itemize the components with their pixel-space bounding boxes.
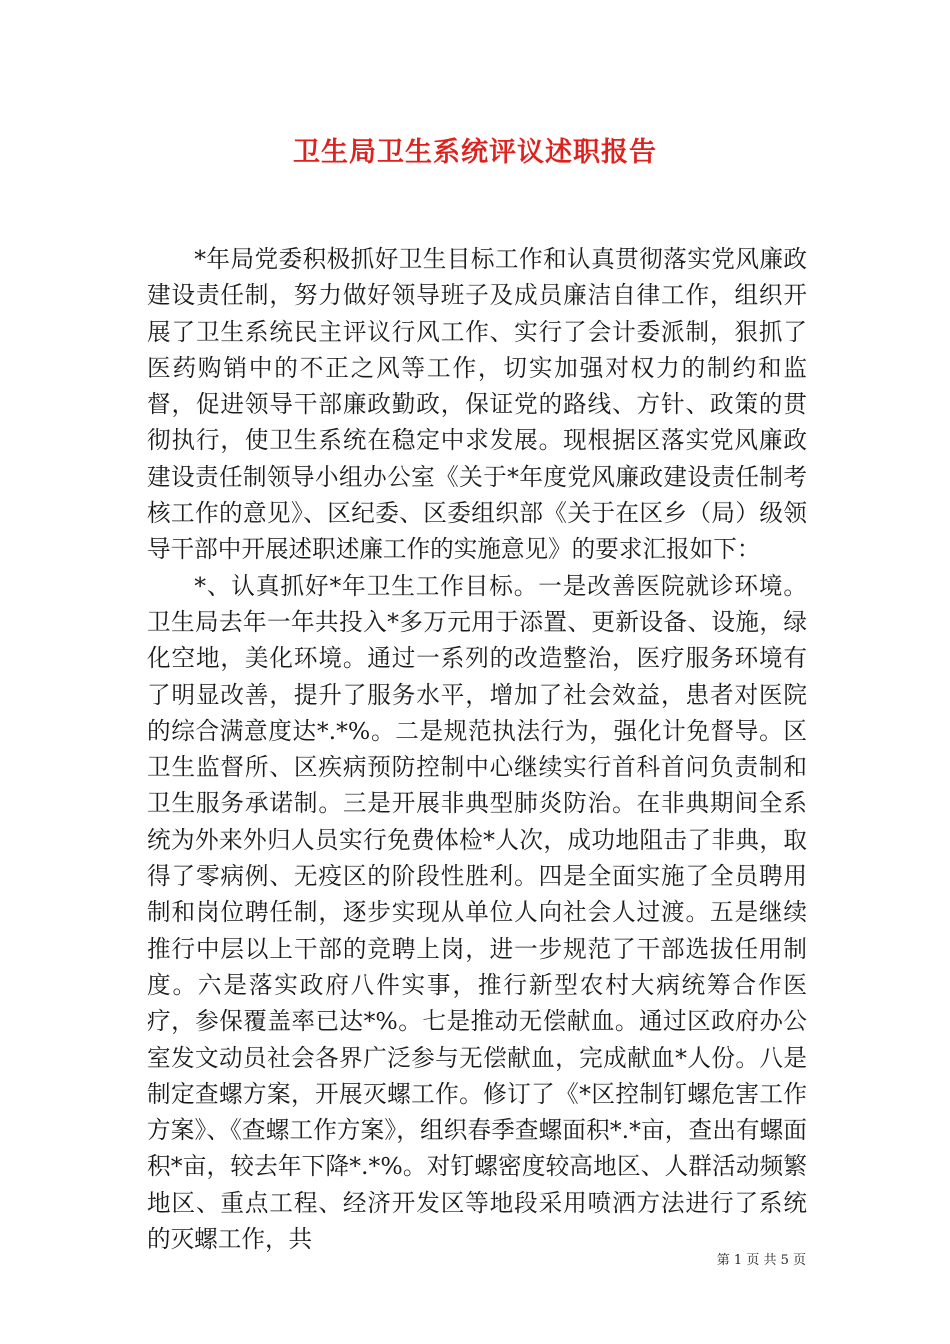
document-body — [147, 241, 807, 1257]
paragraph-intro: *年局党委积极抓好卫生目标工作和认真贯彻落实党风廉政建设责任制，努力做好领导班子及成员廉洁自律工作，组织开展了卫生系统民主评议行风工作、实行了会计委派制，狠抓了医药购销中的不正之风等工作，切实加强对权力的制约和监督，促进领导干部廉政勤政，保证党的路线、方针、政策的贯彻执行，使卫生系统在稳定中求发展。现根据区落实党风廉政建设责任制领导小组办公室《关于*年度党风廉政建设责任制考核工作的意见》、区纪委、区委组织部《关于在区乡（局）级领导干部中开展述职述廉工作的实施意见》的要求汇报如下： — [147, 245, 807, 564]
paragraph-work-goals: *、认真抓好*年卫生工作目标。一是改善医院就诊环境。卫生局去年一年共投入*多万元用于添置、更新设备、设施，绿化空地，美化环境。通过一系列的改造整治，医疗服务环境有了明显改善，提升了服务水平，增加了社会效益，患者对医院的综合满意度达*.*%。二是规范执法行为，强化计免督导。区卫生监督所、区疾病预防控制中心继续实行首科首问负责制和卫生服务承诺制。三是开展非典型肺炎防治。在非典期间全系统为外来外归人员实行免费体检*人次，成功地阻击了非典，取得了零病例、无疫区的阶段性胜利。四是全面实施了全员聘用制和岗位聘任制，逐步实现从单位人向社会人过渡。五是继续推行中层以上干部的竞聘上岗，进一步规范了干部选拔任用制度。六是落实政府八件实事，推行新型农村大病统筹合作医疗，参保覆盖率已达*%。七是推动无偿献血。通过区政府办公室发文动员社会各界广泛参与无偿献血，完成献血*人份。八是制定查螺方案，开展灭螺工作。修订了《*区控制钉螺危害工作方案》、《查螺工作方案》，组织春季查螺面积*.*亩，查出有螺面积*亩，较去年下降*.*%。对钉螺密度较高地区、人群活动频繁地区、重点工程、经济开发区等地段采用喷洒方法进行了系统的灭螺工作，共 — [147, 571, 807, 1254]
document-title: 卫生局卫生系统评议述职报告 — [293, 137, 657, 168]
page-number: 第 1 页 共 5 页 — [716, 1253, 806, 1268]
